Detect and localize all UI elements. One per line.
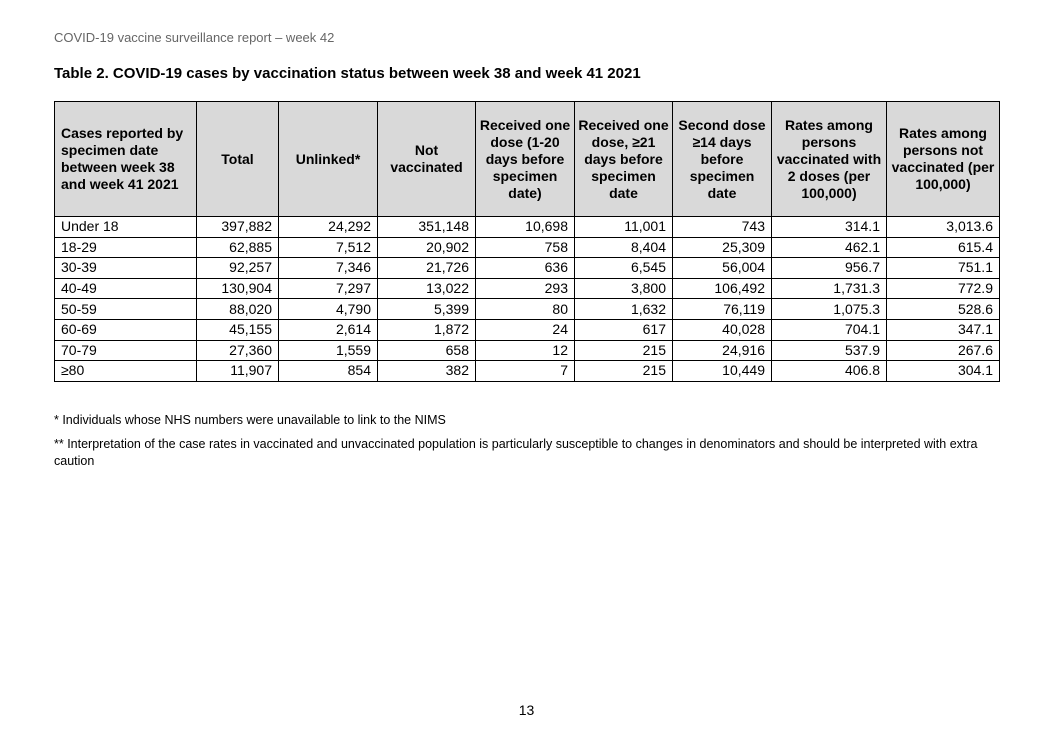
column-header-one-dose-21-days: Received one dose, ≥21 days before specimen date: [575, 102, 673, 217]
table-cell: 40-49: [55, 278, 197, 299]
table-cell: 351,148: [378, 217, 476, 238]
table-cell: 6,545: [575, 258, 673, 279]
table-cell: 13,022: [378, 278, 476, 299]
table-cell: 758: [476, 237, 575, 258]
table-cell: 743: [673, 217, 772, 238]
table-row: [55, 217, 1000, 238]
table-cell: 88,020: [197, 299, 279, 320]
table-cell: 40,028: [673, 319, 772, 340]
table-cell: Under 18: [55, 217, 197, 238]
table-cell: 30-39: [55, 258, 197, 279]
column-header-rate-not-vaccinated: Rates among persons not vaccinated (per 100,000): [887, 102, 1000, 217]
table-cell: 76,119: [673, 299, 772, 320]
table-cell: 462.1: [772, 237, 887, 258]
table-cell: 854: [279, 361, 378, 382]
column-header-age-group: Cases reported by specimen date between week 38 and week 41 2021: [55, 102, 197, 217]
table-row: [55, 258, 1000, 279]
table-cell: 215: [575, 361, 673, 382]
footnotes: [54, 412, 994, 477]
table-cell: 215: [575, 340, 673, 361]
table-cell: 956.7: [772, 258, 887, 279]
table-cell: 528.6: [887, 299, 1000, 320]
table-cell: 62,885: [197, 237, 279, 258]
table-cell: 21,726: [378, 258, 476, 279]
table-header-row: [55, 102, 1000, 217]
table-cell: 397,882: [197, 217, 279, 238]
running-header: COVID-19 vaccine surveillance report – week 42: [54, 30, 335, 45]
table-cell: 382: [378, 361, 476, 382]
table-cell: 5,399: [378, 299, 476, 320]
footnote-interpretation: ** Interpretation of the case rates in vaccinated and unvaccinated population is particularly susceptible to changes in denominators and should be interpreted with extra caution: [54, 437, 978, 468]
table-cell: 50-59: [55, 299, 197, 320]
table-cell: 751.1: [887, 258, 1000, 279]
table-cell: 11,907: [197, 361, 279, 382]
table-cell: 3,800: [575, 278, 673, 299]
table-cell: 406.8: [772, 361, 887, 382]
table-row: [55, 278, 1000, 299]
table-cell: 7: [476, 361, 575, 382]
table-cell: 772.9: [887, 278, 1000, 299]
table-cell: 304.1: [887, 361, 1000, 382]
table-cell: 617: [575, 319, 673, 340]
column-header-one-dose-1-20-days: Received one dose (1-20 days before specimen date): [476, 102, 575, 217]
table-cell: 537.9: [772, 340, 887, 361]
table-cell: 8,404: [575, 237, 673, 258]
table-cell: 293: [476, 278, 575, 299]
column-header-second-dose: Second dose ≥14 days before specimen date: [673, 102, 772, 217]
table-row: [55, 319, 1000, 340]
table-cell: 267.6: [887, 340, 1000, 361]
page-number: 13: [518, 702, 535, 718]
table-cell: 56,004: [673, 258, 772, 279]
table-row: [55, 340, 1000, 361]
table-cell: 45,155: [197, 319, 279, 340]
table-cell: 615.4: [887, 237, 1000, 258]
table-cell: 7,297: [279, 278, 378, 299]
column-header-not-vaccinated: Not vaccinated: [378, 102, 476, 217]
footnote-unlinked: * Individuals whose NHS numbers were unavailable to link to the NIMS: [54, 413, 446, 427]
table-cell: 7,346: [279, 258, 378, 279]
cases-by-vaccination-table: [54, 101, 1000, 382]
table-cell: 10,449: [673, 361, 772, 382]
table-cell: 3,013.6: [887, 217, 1000, 238]
table-cell: 636: [476, 258, 575, 279]
table-cell: 7,512: [279, 237, 378, 258]
table-cell: 24,292: [279, 217, 378, 238]
table-cell: 1,632: [575, 299, 673, 320]
table-cell: 1,559: [279, 340, 378, 361]
table-cell: 704.1: [772, 319, 887, 340]
table-cell: 60-69: [55, 319, 197, 340]
table-cell: 1,075.3: [772, 299, 887, 320]
table-row: [55, 361, 1000, 382]
table-cell: 4,790: [279, 299, 378, 320]
table-cell: 80: [476, 299, 575, 320]
table-row: [55, 299, 1000, 320]
table-cell: 2,614: [279, 319, 378, 340]
table-cell: 347.1: [887, 319, 1000, 340]
table-cell: 18-29: [55, 237, 197, 258]
column-header-total: Total: [197, 102, 279, 217]
table-cell: 25,309: [673, 237, 772, 258]
table-cell: 70-79: [55, 340, 197, 361]
table-cell: 658: [378, 340, 476, 361]
table-cell: 20,902: [378, 237, 476, 258]
table-cell: 1,731.3: [772, 278, 887, 299]
column-header-unlinked: Unlinked*: [279, 102, 378, 217]
table-cell: 130,904: [197, 278, 279, 299]
table-cell: ≥80: [55, 361, 197, 382]
column-header-rate-vaccinated: Rates among persons vaccinated with 2 doses (per 100,000): [772, 102, 887, 217]
table-cell: 12: [476, 340, 575, 361]
table-cell: 314.1: [772, 217, 887, 238]
table-row: [55, 237, 1000, 258]
table-cell: 92,257: [197, 258, 279, 279]
table-cell: 11,001: [575, 217, 673, 238]
table-cell: 24: [476, 319, 575, 340]
table-cell: 1,872: [378, 319, 476, 340]
table-cell: 106,492: [673, 278, 772, 299]
table-cell: 10,698: [476, 217, 575, 238]
table-cell: 24,916: [673, 340, 772, 361]
table-title: Table 2. COVID-19 cases by vaccination status between week 38 and week 41 2021: [54, 65, 641, 82]
table-cell: 27,360: [197, 340, 279, 361]
